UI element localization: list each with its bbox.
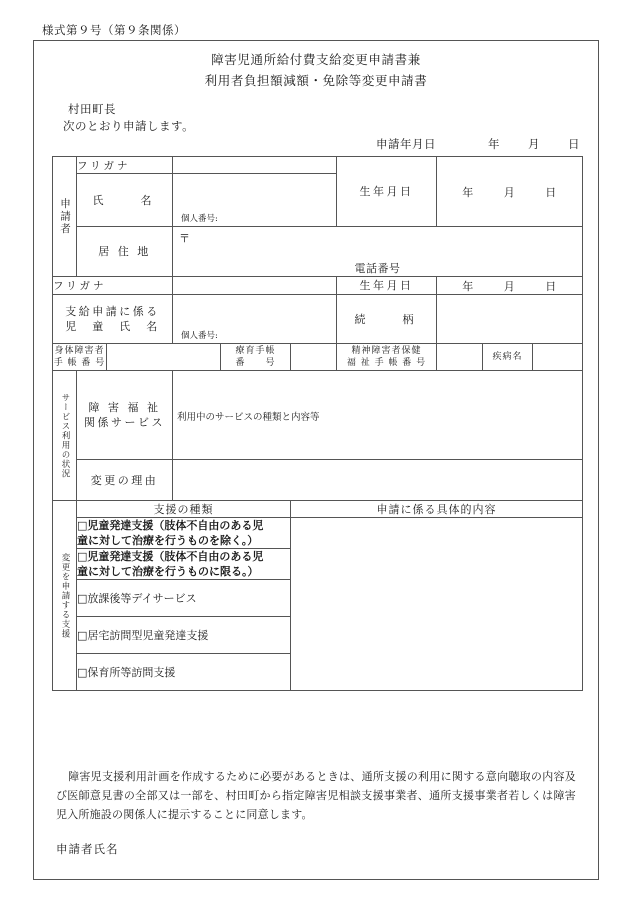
support-checkbox-item-4[interactable] bbox=[77, 617, 291, 654]
child-furigana-label: フリガナ bbox=[53, 277, 173, 295]
addressee-name: 村田町長 bbox=[68, 102, 116, 116]
change-reason-value[interactable] bbox=[173, 460, 583, 501]
form-title bbox=[34, 49, 598, 91]
disease-label: 疾病名 bbox=[483, 344, 533, 371]
applicant-vertical-label-cell bbox=[53, 157, 77, 277]
handbook-row bbox=[53, 344, 583, 371]
child-furigana-value[interactable] bbox=[173, 277, 337, 295]
support-item-2-line2: 童に対して治療を行うものに限る。） bbox=[77, 565, 259, 578]
applicant-name-label: 氏 名 bbox=[77, 174, 173, 227]
checkbox-icon[interactable]: □ bbox=[77, 550, 88, 563]
support-vertical-label: 変更を申請する支援 bbox=[59, 552, 70, 639]
child-name-label-line2: 児 童 氏 名 bbox=[65, 320, 160, 333]
child-relationship-value[interactable] bbox=[437, 295, 583, 344]
service-in-use-header: 利用中のサービスの種類と内容等 bbox=[177, 412, 320, 423]
applicant-residence-row bbox=[53, 227, 583, 277]
postal-code-mark: 〒 bbox=[179, 232, 191, 245]
applicant-furigana-label: フリガナ bbox=[77, 157, 173, 174]
change-reason-label: 変更の理由 bbox=[77, 460, 173, 501]
child-my-number-label: 個人番号: bbox=[181, 331, 218, 341]
app-day: 日 bbox=[568, 137, 580, 151]
physical-handbook-line1: 身体障害者 bbox=[54, 346, 105, 356]
checkbox-icon[interactable]: □ bbox=[77, 519, 88, 532]
child-birth-year: 年 bbox=[462, 279, 474, 293]
applicant-birthdate-label: 生年月日 bbox=[337, 157, 437, 227]
mental-handbook-line2: 福 祉 手 帳 番 号 bbox=[346, 358, 427, 368]
support-item-5-line1: 保育所等訪問支援 bbox=[87, 665, 176, 679]
child-name-label-line1: 支給申請に係る bbox=[65, 305, 160, 318]
applicant-vertical-label: 申請者 bbox=[59, 197, 71, 236]
form-outer-border bbox=[33, 40, 599, 880]
support-checkbox-item-2[interactable] bbox=[77, 549, 291, 580]
change-reason-row bbox=[53, 460, 583, 501]
support-header-row bbox=[53, 501, 583, 518]
support-item-3-line1: 放課後等デイサービス bbox=[87, 591, 197, 605]
addressee-block bbox=[63, 101, 195, 135]
support-checkbox-item-3[interactable] bbox=[77, 580, 291, 617]
app-year: 年 bbox=[488, 137, 500, 151]
physical-handbook-value[interactable] bbox=[107, 344, 221, 371]
disease-value[interactable] bbox=[533, 344, 583, 371]
support-item-row bbox=[53, 518, 583, 549]
application-statement: 次のとおり申請します。 bbox=[63, 119, 195, 133]
child-birthdate-label: 生年月日 bbox=[337, 277, 437, 295]
applicant-my-number-label: 個人番号: bbox=[181, 214, 218, 224]
mental-handbook-label bbox=[337, 344, 437, 371]
child-relationship-label: 続 柄 bbox=[337, 295, 437, 344]
applicant-birth-year: 年 bbox=[462, 185, 474, 199]
mental-handbook-value[interactable] bbox=[437, 344, 483, 371]
support-item-1-line2: 童に対して治療を行うものを除く。） bbox=[77, 534, 259, 547]
support-vertical-label-cell bbox=[53, 501, 77, 691]
child-name-value[interactable] bbox=[173, 295, 337, 344]
title-line-2: 利用者負担額減額・免除等変更申請書 bbox=[204, 73, 428, 88]
ryoiku-handbook-line2: 番 号 bbox=[235, 358, 276, 368]
support-checkbox-item-5[interactable] bbox=[77, 654, 291, 691]
consent-paragraph bbox=[56, 767, 576, 824]
service-in-use-value[interactable] bbox=[173, 371, 583, 460]
child-birth-month: 月 bbox=[503, 279, 516, 293]
title-line-1: 障害児通所給付費支給変更申請書兼 bbox=[211, 52, 421, 67]
support-item-2-line1: 児童発達支援（肢体不自由のある児 bbox=[87, 550, 264, 563]
applicant-furigana-row bbox=[53, 157, 583, 174]
applicant-name-value[interactable] bbox=[173, 174, 337, 227]
mental-handbook-line1: 精神障害者保健 bbox=[351, 346, 422, 356]
child-furigana-row bbox=[53, 277, 583, 295]
consent-text: 障害児支援利用計画を作成するために必要があるときは、通所支援の利用に関する意向聴取の内容及び医師意見書の全部又は一部を、村田町から指定障害児相談支援事業者、通所支援事業者若しくは障害児入所施設の関係人に提示することに同意します。 bbox=[56, 770, 576, 821]
ryoiku-handbook-label bbox=[221, 344, 291, 371]
checkbox-icon[interactable]: □ bbox=[77, 628, 88, 642]
service-vertical-label-cell bbox=[53, 371, 77, 501]
applicant-residence-label: 居 住 地 bbox=[77, 227, 173, 277]
application-date-label: 申請年月日 bbox=[376, 137, 436, 151]
application-date-line bbox=[376, 136, 580, 152]
support-item-1-line1: 児童発達支援（肢体不自由のある児 bbox=[87, 519, 264, 532]
support-item-4-line1: 居宅訪問型児童発達支援 bbox=[87, 628, 209, 642]
support-type-column-header: 支援の種類 bbox=[77, 501, 291, 518]
child-birthdate-value[interactable] bbox=[437, 277, 583, 295]
main-form-table bbox=[52, 156, 583, 691]
physical-handbook-label bbox=[53, 344, 107, 371]
applicant-furigana-value[interactable] bbox=[173, 157, 337, 174]
applicant-birth-month: 月 bbox=[503, 185, 516, 199]
applicant-phone-label: 電話番号 bbox=[354, 262, 401, 275]
app-month: 月 bbox=[528, 137, 540, 151]
welfare-service-label bbox=[77, 371, 173, 460]
checkbox-icon[interactable]: □ bbox=[77, 591, 88, 605]
welfare-service-line2: 関係サービス bbox=[84, 416, 165, 429]
support-detail-column-header: 申請に係る具体的内容 bbox=[291, 501, 583, 518]
welfare-service-row bbox=[53, 371, 583, 460]
form-number: 様式第９号（第９条関係） bbox=[42, 23, 186, 37]
child-birth-day: 日 bbox=[545, 279, 557, 293]
service-vertical-label: サービス利用の状況 bbox=[59, 392, 70, 479]
support-detail-value[interactable] bbox=[291, 518, 583, 691]
signature-line[interactable] bbox=[56, 841, 119, 857]
signature-label: 申請者氏名 bbox=[56, 842, 119, 856]
applicant-residence-value[interactable] bbox=[173, 227, 583, 277]
support-checkbox-item-1[interactable] bbox=[77, 518, 291, 549]
welfare-service-line1: 障 害 福 祉 bbox=[88, 401, 161, 414]
checkbox-icon[interactable]: □ bbox=[77, 665, 88, 679]
applicant-birth-day: 日 bbox=[545, 185, 557, 199]
ryoiku-handbook-value[interactable] bbox=[291, 344, 337, 371]
applicant-birthdate-value[interactable] bbox=[437, 157, 583, 227]
child-name-row bbox=[53, 295, 583, 344]
physical-handbook-line2: 手 帳 番 号 bbox=[53, 358, 106, 368]
ryoiku-handbook-line1: 療育手帳 bbox=[235, 346, 276, 356]
child-name-label bbox=[53, 295, 173, 344]
